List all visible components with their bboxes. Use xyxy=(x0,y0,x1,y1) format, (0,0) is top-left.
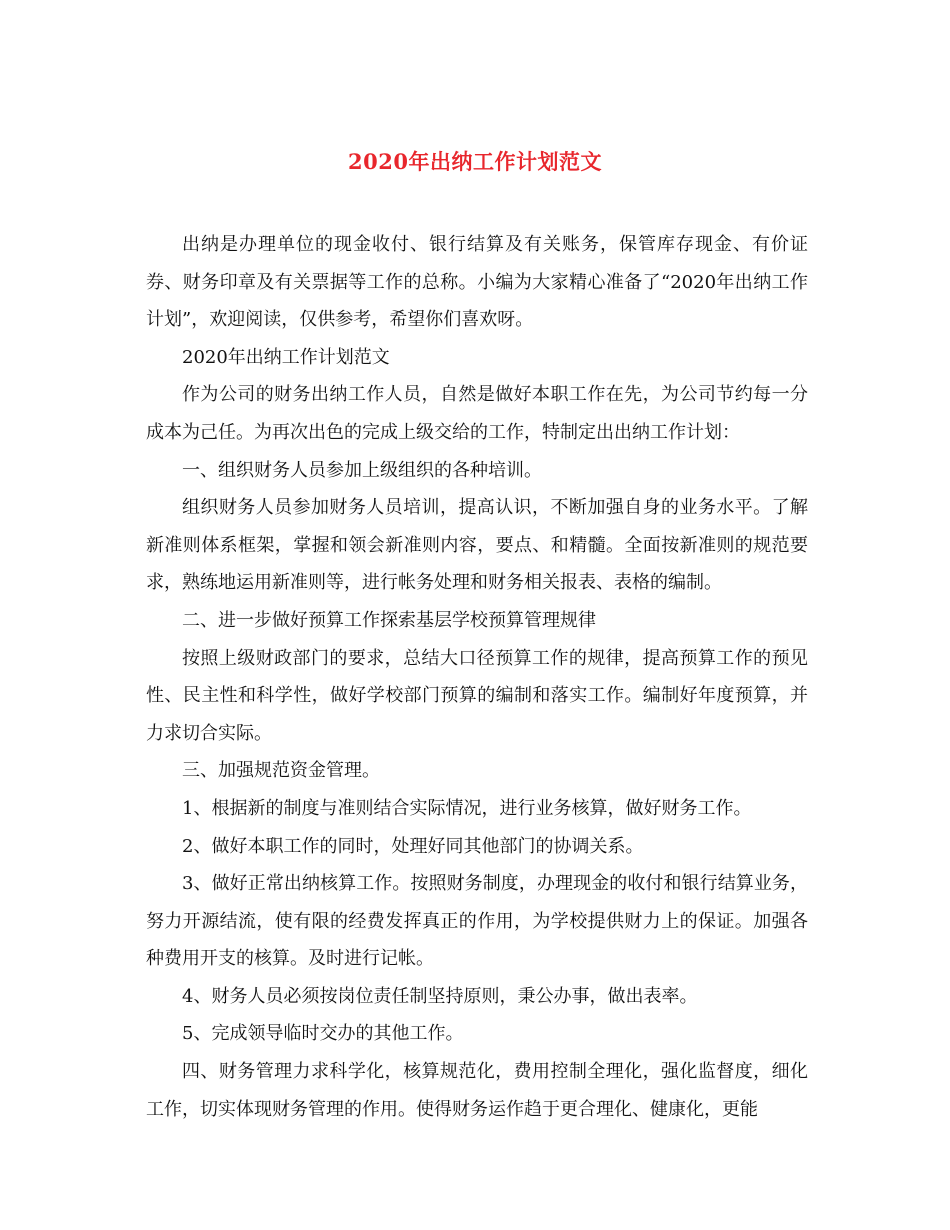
paragraph-subtitle: 2020年出纳工作计划范文 xyxy=(182,346,390,368)
list-item-5: 5、完成领导临时交办的其他工作。 xyxy=(182,1023,464,1045)
paragraph-intro: 出纳是办理单位的现金收付、银行结算及有关账务，保管库存现金、有价证券、财务印章及有关票据等工作的总称。小编为大家精心准备了“2020年出纳工作计划”，欢迎阅读，仅供参考，希望你们喜欢呀。 xyxy=(146,234,808,331)
list-item-4: 4、财务人员必须按岗位责任制坚持原则，秉公办事，做出表率。 xyxy=(182,985,698,1007)
paragraph-section-1: 组织财务人员参加财务人员培训，提高认识，不断加强自身的业务水平。了解新准则体系框架，掌握和领会新准则内容，要点、和精髓。全面按新准则的规范要求，熟练地运用新准则等，进行帐务处理和财务相关报表、表格的编制。 xyxy=(146,497,808,594)
section-heading-3: 三、加强规范资金管理。 xyxy=(182,760,380,782)
paragraph-section-2: 按照上级财政部门的要求，总结大口径预算工作的规律，提高预算工作的预见性、民主性和科学性，做好学校部门预算的编制和落实工作。编制好年度预算，并力求切合实际。 xyxy=(146,647,808,744)
section-heading-4: 四、财务管理力求科学化，核算规范化，费用控制全理化，强化监督度，细化工作，切实体现财务管理的作用。使得财务运作趋于更合理化、健康化，更能 xyxy=(146,1061,808,1120)
list-item-2: 2、做好本职工作的同时，处理好同其他部门的协调关系。 xyxy=(182,835,644,857)
list-item-3: 3、做好正常出纳核算工作。按照财务制度，办理现金的收付和银行结算业务，努力开源结流，使有限的经费发挥真正的作用，为学校提供财力上的保证。加强各种费用开支的核算。及时进行记帐。 xyxy=(146,873,808,970)
section-heading-2: 二、进一步做好预算工作探索基层学校预算管理规律 xyxy=(182,609,596,631)
document-title: 2020年出纳工作计划范文 xyxy=(348,149,602,174)
list-item-1: 1、根据新的制度与准则结合实际情况，进行业务核算，做好财务工作。 xyxy=(182,797,752,819)
paragraph-preface: 作为公司的财务出纳工作人员，自然是做好本职工作在先，为公司节约每一分成本为己任。为再次出色的完成上级交给的工作，特制定出出纳工作计划： xyxy=(146,384,808,443)
document-body xyxy=(146,226,808,1128)
section-heading-1: 一、组织财务人员参加上级组织的各种培训。 xyxy=(182,459,542,481)
